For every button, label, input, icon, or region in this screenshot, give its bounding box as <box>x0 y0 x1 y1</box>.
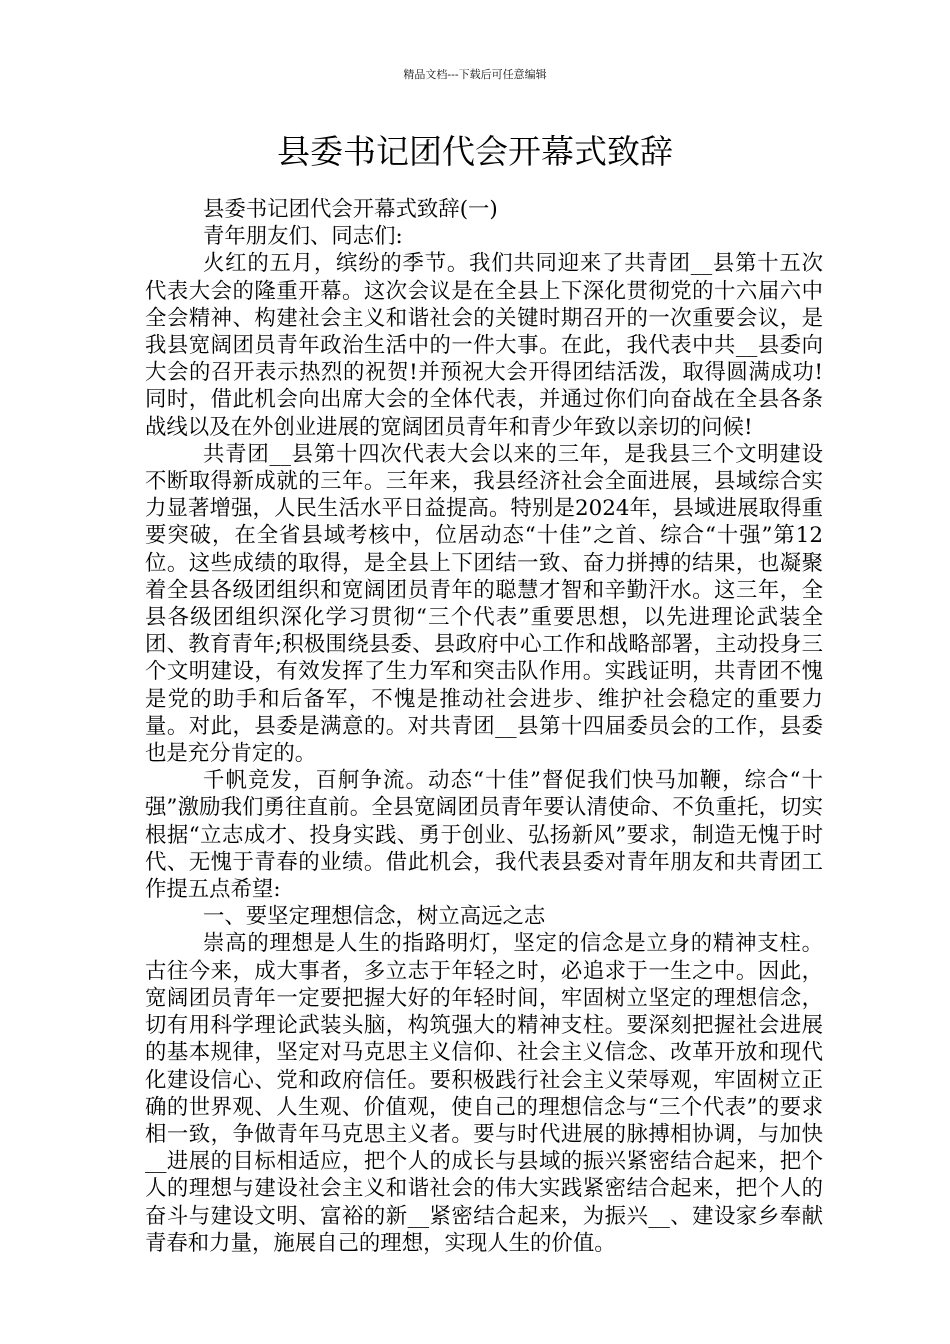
page-header: 精品文档---下载后可任意编辑 <box>403 68 547 81</box>
salutation-paragraph: 青年朋友们、同志们: <box>203 224 403 250</box>
document-body <box>145 196 823 1257</box>
subtitle-paragraph: 县委书记团代会开幕式致辞(一) <box>203 197 498 222</box>
body-paragraph: 共青团__县第十四次代表大会以来的三年，是我县三个文明建设不断取得新成就的三年。三年来，我县经济社会全面进展，县域综合实力显著增强，人民生活水平日益提高。特别是2024年，县域进展取得重要突破，在全省县域考核中，位居动态“十佳”之首、综合“十强”第12位。这些成绩的取得，是全县上下团结一致、奋力拼搏的结果，也凝聚着全县各级团组织和宽阔团员青年的聪慧才智和辛勤汗水。这三年，全县各级团组织深化学习贯彻“三个代表”重要思想，以先进理论武装全团、教育青年;积极围绕县委、县政府中心工作和战略部署，主动投身三个文明建设，有效发挥了生力军和突击队作用。实践证明，共青团不愧是党的助手和后备军，不愧是推动社会进步、维护社会稳定的重要力量。对此，县委是满意的。对共青团__县第十四届委员会的工作，县委也是充分肯定的。 <box>145 441 823 767</box>
body-paragraph: 火红的五月，缤纷的季节。我们共同迎来了共青团__县第十五次代表大会的隆重开幕。这次会议是在全县上下深化贯彻党的十六届六中全会精神、构建社会主义和谐社会的关键时期召开的一次重要会议，是我县宽阔团员青年政治生活中的一件大事。在此，我代表中共__县委向大会的召开表示热烈的祝贺!并预祝大会开得团结活泼，取得圆满成功!同时，借此机会向出席大会的全体代表，并通过你们向奋战在全县各条战线以及在外创业进展的宽阔团员青年和青少年致以亲切的问候! <box>145 251 823 440</box>
document-title: 县委书记团代会开幕式致辞 <box>277 132 673 171</box>
body-paragraph: 千帆竞发，百舸争流。动态“十佳”督促我们快马加鞭，综合“十强”激励我们勇往直前。全县宽阔团员青年要认清使命、不负重托，切实根据“立志成才、投身实践、勇于创业、弘扬新风”要求，制造无愧于时代、无愧于青春的业绩。借此机会，我代表县委对青年朋友和共青团工作提五点希望: <box>145 768 823 903</box>
body-paragraph: 崇高的理想是人生的指路明灯，坚定的信念是立身的精神支柱。古往今来，成大事者，多立志于年轻之时，必追求于一生之中。因此，宽阔团员青年一定要把握大好的年轻时间，牢固树立坚定的理想信念，切有用科学理论武装头脑，构筑强大的精神支柱。要深刻把握社会进展的基本规律，坚定对马克思主义信仰、社会主义信念、改革开放和现代化建设信心、党和政府信任。要积极践行社会主义荣辱观，牢固树立正确的世界观、人生观、价值观，使自己的理想信念与“三个代表”的要求相一致，争做青年马克思主义者。要与时代进展的脉搏相协调，与加快__进展的目标相适应，把个人的成长与县域的振兴紧密结合起来，把个人的理想与建设社会主义和谐社会的伟大实践紧密结合起来，把个人的奋斗与建设文明、富裕的新__紧密结合起来，为振兴__、建设家乡奉献青春和力量，施展自己的理想，实现人生的价值。 <box>145 931 823 1256</box>
section-heading: 一、要坚定理想信念，树立高远之志 <box>203 904 546 930</box>
